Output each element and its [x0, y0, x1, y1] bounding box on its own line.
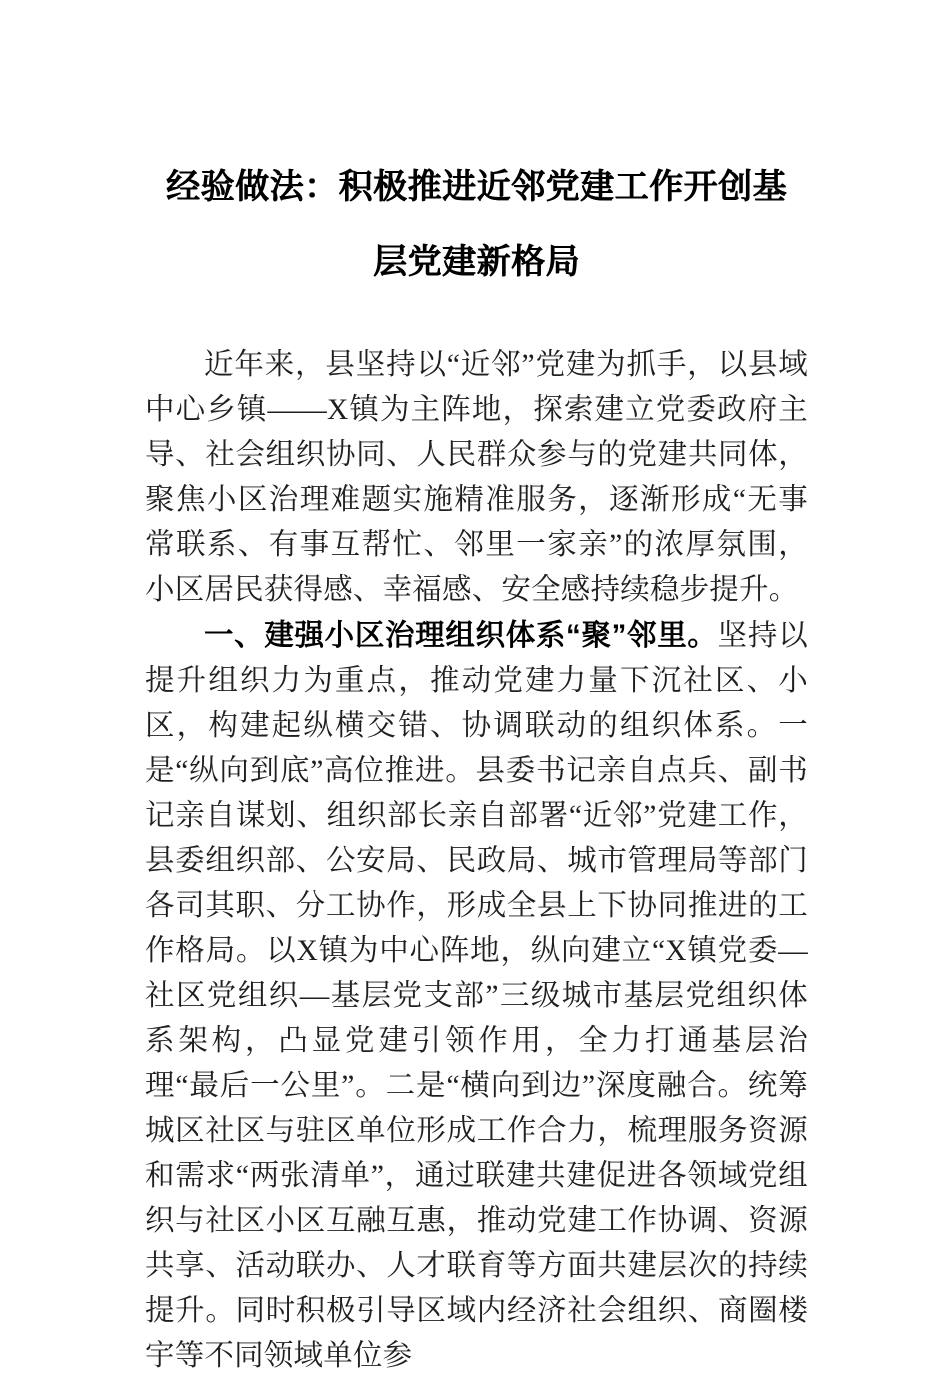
paragraph-intro [145, 343, 808, 613]
document-title-line-2: 层党建新格局 [373, 244, 580, 281]
paragraph-section-one-heading: 一、建强小区治理组织体系“聚”邻里。 [204, 619, 718, 652]
document-title [145, 150, 808, 300]
document-title-line-1: 经验做法：积极推进近邻党建工作开创基 [166, 169, 787, 206]
paragraph-section-one-text: 坚持以提升组织力为重点，推动党建力量下沉社区、小区，构建起纵横交错、协调联动的组织体系。一是“纵向到底”高位推进。县委书记亲自点兵、副书记亲自谋划、组织部长亲自部署“近邻”党建工作，县委组织部、公安局、民政局、城市管理局等部门各司其职、分工协作，形成全县上下协同推进的工作格局。以X镇为中心阵地，纵向建立“X镇党委—社区党组织—基层党支部”三级城市基层党组织体系架构，凸显党建引领作用，全力打通基层治理“最后一公里”。二是“横向到边”深度融合。统筹城区社区与驻区单位形成工作合力，梳理服务资源和需求“两张清单”，通过联建共建促进各领域党组织与社区小区互融互惠，推动党建工作协调、资源共享、活动联办、人才联育等方面共建层次的持续提升。同时积极引导区域内经济社会组织、商圈楼宇等不同领域单位参 [145, 620, 808, 1372]
paragraph-section-one [145, 613, 808, 1379]
document-body [145, 150, 808, 1379]
paragraph-intro-text: 近年来，县坚持以“近邻”党建为抓手，以县域中心乡镇——X镇为主阵地，探索建立党委政府主导、社会组织协同、人民群众参与的党建共同体，聚焦小区治理难题实施精准服务，逐渐形成“无事常联系、有事互帮忙、邻里一家亲”的浓厚氛围，小区居民获得感、幸福感、安全感持续稳步提升。 [145, 349, 808, 606]
